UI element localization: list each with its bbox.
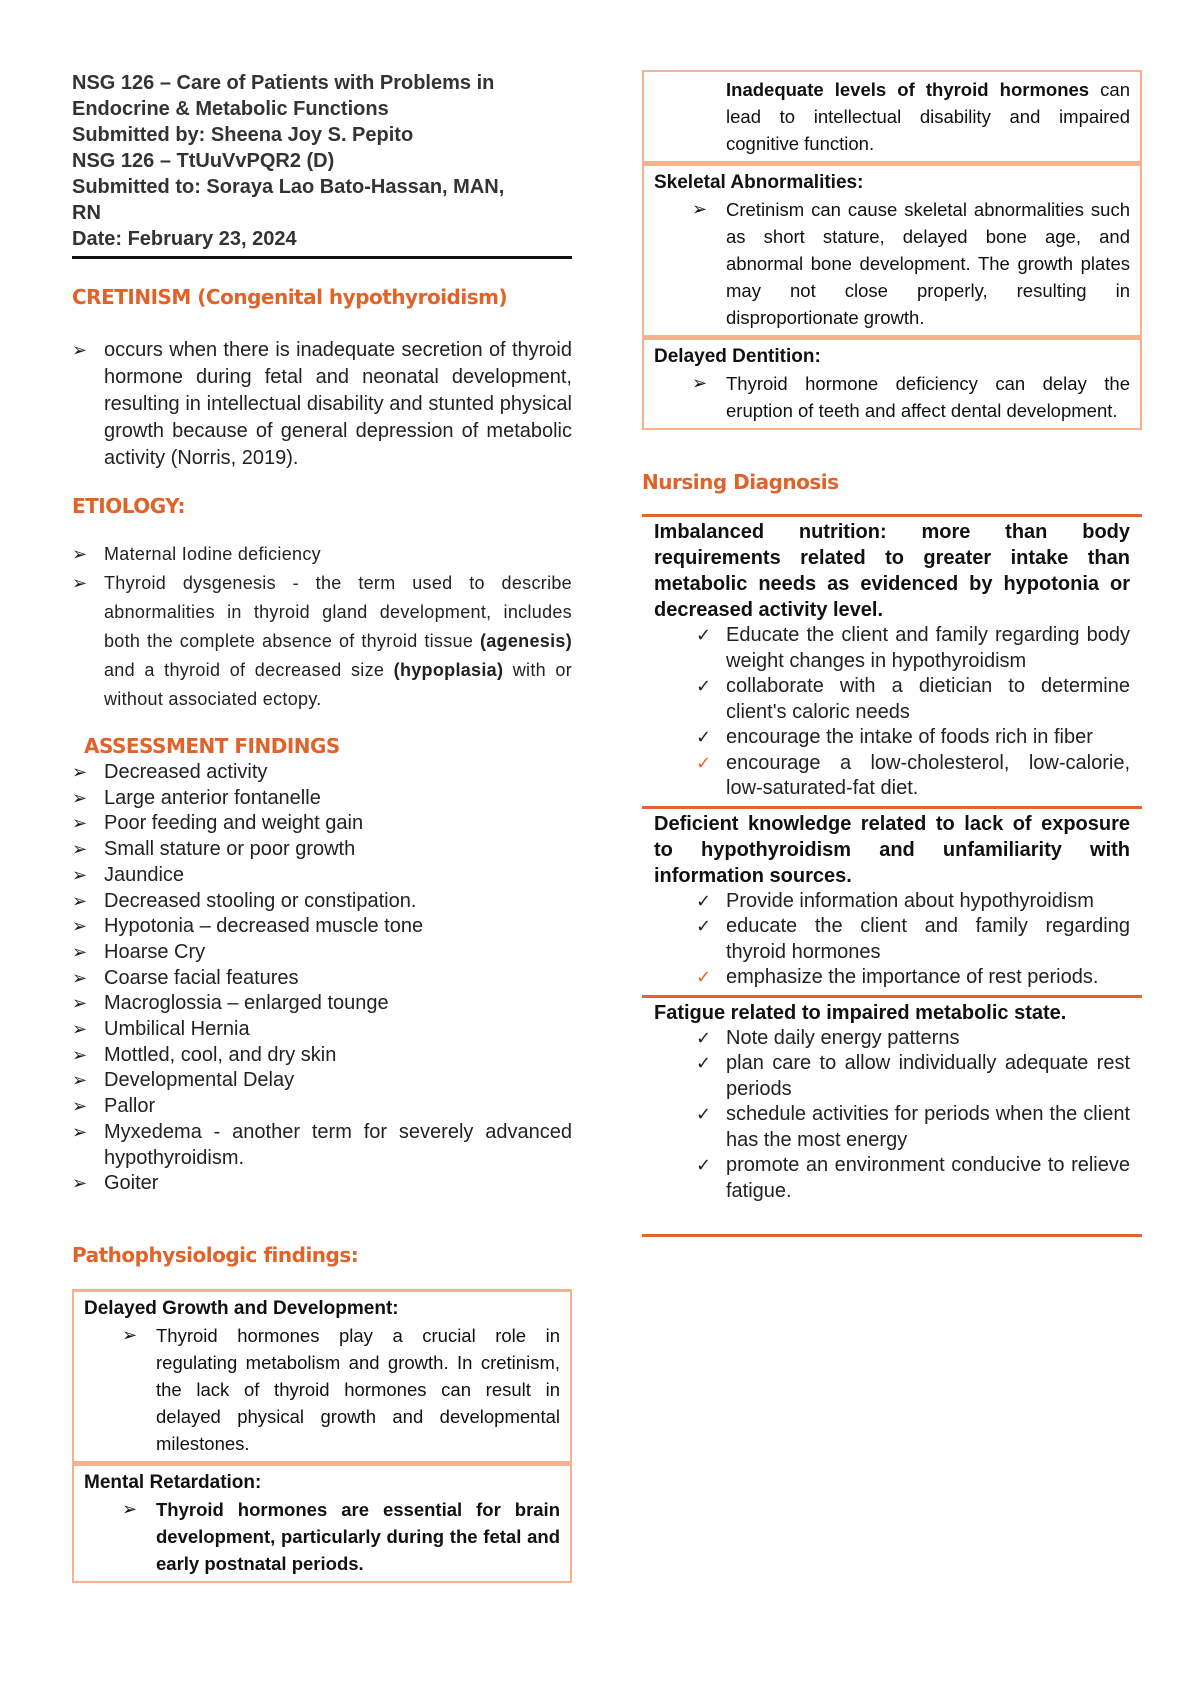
assessment-item: ➢ Small stature or poor growth bbox=[72, 837, 572, 863]
submitted-to: Submitted to: Soraya Lao Bato-Hassan, MAN, bbox=[72, 176, 505, 198]
assessment-list bbox=[72, 760, 572, 1197]
section-code: NSG 126 – TtUuVvPQR2 (D) bbox=[72, 150, 335, 172]
checkmark-icon: ✓ bbox=[696, 890, 712, 911]
arrow-bullet-icon: ➢ bbox=[72, 1019, 88, 1040]
dx-title: Fatigue related to impaired metabolic state. bbox=[654, 1001, 1067, 1024]
checkmark-icon: ✓ bbox=[696, 1155, 712, 1175]
mental-box bbox=[72, 1463, 572, 1583]
cretinism-definition-list bbox=[72, 337, 572, 472]
checkmark-icon: ✓ bbox=[696, 752, 712, 773]
arrow-bullet-icon: ➢ bbox=[72, 1096, 88, 1117]
arrow-bullet-icon: ➢ bbox=[692, 199, 708, 219]
list-item: ➢ Cretinism can cause skeletal abnormalities such as short stature, delayed bone age, and abnormal bone development. The growth plates may not close properly, resulting in disproportionate growth. bbox=[654, 196, 1130, 331]
intervention-item: ✓ plan care to allow individually adequate rest periods bbox=[696, 1052, 1130, 1100]
dx-title: Imbalanced nutrition: more than body requirements related to greater intake than metabolic needs as evidenced by hypotonia or decreased activity level. bbox=[654, 521, 1130, 621]
intervention-item: ✓ promote an environment conducive to relieve fatigue. bbox=[696, 1154, 1130, 1202]
right-column bbox=[642, 70, 1142, 1237]
arrow-bullet-icon: ➢ bbox=[72, 967, 88, 988]
list-item: ➢ Thyroid hormones play a crucial role in regulating metabolism and growth. In cretinism, the lack of thyroid hormones can result in delayed physical growth and developmental milestones. bbox=[84, 1322, 560, 1457]
list-item: ➢ Thyroid dysgenesis - the term used to describe abnormalities in thyroid gland development, includes both the complete absence of thyroid tissue (agenesis) and a thyroid of decreased size (hypoplasia) with or without associated ectopy. bbox=[72, 569, 572, 714]
arrow-bullet-icon: ➢ bbox=[72, 839, 88, 860]
checkmark-icon: ✓ bbox=[696, 676, 712, 696]
patho-boxes-cont bbox=[642, 70, 1142, 430]
intervention-item: ✓ schedule activities for periods when the client has the most energy bbox=[696, 1103, 1130, 1151]
arrow-bullet-icon: ➢ bbox=[72, 544, 88, 564]
document-header bbox=[72, 70, 572, 259]
date: Date: February 23, 2024 bbox=[72, 228, 297, 250]
dx-fatigue bbox=[642, 995, 1142, 1209]
list-item: ➢ Maternal Iodine deficiency bbox=[72, 540, 572, 569]
arrow-bullet-icon: ➢ bbox=[72, 573, 88, 593]
mental-title: Mental Retardation: bbox=[84, 1471, 262, 1493]
nursing-diagnoses bbox=[642, 514, 1142, 1237]
arrow-bullet-icon: ➢ bbox=[72, 941, 88, 962]
assessment-item: ➢ Coarse facial features bbox=[72, 966, 572, 992]
dentition-title: Delayed Dentition: bbox=[654, 346, 821, 367]
intervention-item: ✓ emphasize the importance of rest periods. bbox=[654, 965, 1130, 991]
skeletal-title: Skeletal Abnormalities: bbox=[654, 172, 864, 193]
course-title-line1: NSG 126 – Care of Patients with Problems in bbox=[72, 72, 495, 94]
intervention-item: ✓ encourage a low-cholesterol, low-calorie, low-saturated-fat diet. bbox=[696, 751, 1130, 799]
intervention-item: ✓ Note daily energy patterns bbox=[654, 1026, 1130, 1052]
etiology-heading: ETIOLOGY: bbox=[72, 494, 185, 518]
intervention-list bbox=[654, 623, 1130, 802]
assessment-item: ➢ Macroglossia – enlarged tounge bbox=[72, 991, 572, 1017]
header-divider bbox=[72, 256, 572, 259]
assessment-item: ➢ Goiter bbox=[72, 1171, 572, 1197]
arrow-bullet-icon: ➢ bbox=[72, 864, 88, 885]
dx-title: Deficient knowledge related to lack of exposure to hypothyroidism and unfamiliarity with information sources. bbox=[654, 812, 1130, 887]
intervention-item: ✓ encourage the intake of foods rich in fiber bbox=[654, 725, 1130, 751]
intervention-item: ✓ Provide information about hypothyroidism bbox=[654, 889, 1130, 915]
list-item: ➢ occurs when there is inadequate secretion of thyroid hormone during fetal and neonatal development, resulting in intellectual disability and stunted physical growth because of general depression of metabolic activity (Norris, 2019). bbox=[72, 339, 572, 469]
submitted-by: Submitted by: Sheena Joy S. Pepito bbox=[72, 124, 414, 146]
checkmark-icon: ✓ bbox=[696, 1053, 712, 1073]
arrow-bullet-icon: ➢ bbox=[72, 890, 88, 911]
arrow-bullet-icon: ➢ bbox=[72, 993, 88, 1014]
assessment-item: ➢ Mottled, cool, and dry skin bbox=[72, 1043, 572, 1069]
intervention-list bbox=[654, 1026, 1130, 1205]
assessment-item: ➢ Umbilical Hernia bbox=[72, 1017, 572, 1043]
dx-knowledge bbox=[642, 806, 1142, 995]
arrow-bullet-icon: ➢ bbox=[72, 813, 88, 834]
assessment-item: ➢ Pallor bbox=[72, 1094, 572, 1120]
arrow-bullet-icon: ➢ bbox=[72, 1044, 88, 1065]
assessment-item: ➢ Decreased activity bbox=[72, 760, 572, 786]
cretinism-heading: CRETINISM (Congenital hypothyroidism) bbox=[72, 285, 508, 309]
arrow-bullet-icon: ➢ bbox=[72, 1173, 88, 1194]
growth-box bbox=[72, 1289, 572, 1463]
checkmark-icon: ✓ bbox=[696, 625, 712, 645]
checkmark-icon: ✓ bbox=[696, 1027, 712, 1048]
growth-title: Delayed Growth and Development: bbox=[84, 1297, 399, 1319]
arrow-bullet-icon: ➢ bbox=[72, 787, 88, 808]
checkmark-icon: ✓ bbox=[696, 967, 712, 987]
list-item: Inadequate levels of thyroid hormones can lead to intellectual disability and impaired cognitive function. bbox=[726, 79, 1131, 154]
arrow-bullet-icon: ➢ bbox=[72, 916, 88, 937]
patho-boxes bbox=[72, 1289, 572, 1583]
arrow-bullet-icon: ➢ bbox=[122, 1324, 138, 1345]
arrow-bullet-icon: ➢ bbox=[72, 1070, 88, 1091]
arrow-bullet-icon: ➢ bbox=[122, 1498, 138, 1519]
nursing-heading: Nursing Diagnosis bbox=[642, 470, 839, 494]
assessment-heading: ASSESSMENT FINDINGS bbox=[84, 734, 340, 758]
assessment-item: ➢ Developmental Delay bbox=[72, 1068, 572, 1094]
intervention-item: ✓ educate the client and family regarding thyroid hormones bbox=[696, 915, 1130, 963]
assessment-item: ➢ Myxedema - another term for severely advanced hypothyroidism. bbox=[72, 1120, 572, 1169]
skeletal-box bbox=[642, 163, 1142, 337]
intervention-item: ✓ collaborate with a dietician to determine client's caloric needs bbox=[696, 675, 1130, 723]
assessment-item: ➢ Hoarse Cry bbox=[72, 940, 572, 966]
nursing-end-divider bbox=[642, 1234, 1142, 1237]
assessment-item: ➢ Decreased stooling or constipation. bbox=[72, 889, 572, 915]
course-title-line2: Endocrine & Metabolic Functions bbox=[72, 98, 389, 120]
arrow-bullet-icon: ➢ bbox=[692, 373, 708, 393]
checkmark-icon: ✓ bbox=[696, 727, 712, 747]
patho-heading: Pathophysiologic findings: bbox=[72, 1242, 359, 1267]
arrow-bullet-icon: ➢ bbox=[72, 340, 88, 360]
etiology-list bbox=[72, 540, 572, 714]
assessment-item: ➢ Poor feeding and weight gain bbox=[72, 811, 572, 837]
intervention-item: ✓ Educate the client and family regarding body weight changes in hypothyroidism bbox=[696, 624, 1130, 672]
list-item: ➢ Thyroid hormones are essential for brain development, particularly during the fetal and early postnatal periods. bbox=[84, 1496, 560, 1577]
arrow-bullet-icon: ➢ bbox=[72, 762, 88, 782]
dentition-box bbox=[642, 337, 1142, 430]
left-column bbox=[72, 70, 572, 1583]
list-item: ➢ Thyroid hormone deficiency can delay the eruption of teeth and affect dental development. bbox=[654, 370, 1130, 424]
submitted-to-cont: RN bbox=[72, 202, 101, 224]
checkmark-icon: ✓ bbox=[696, 916, 712, 936]
assessment-item: ➢ Large anterior fontanelle bbox=[72, 786, 572, 812]
assessment-item: ➢ Jaundice bbox=[72, 863, 572, 889]
mental-box-cont bbox=[642, 70, 1142, 163]
dx-nutrition bbox=[642, 514, 1142, 806]
assessment-item: ➢ Hypotonia – decreased muscle tone bbox=[72, 914, 572, 940]
arrow-bullet-icon: ➢ bbox=[72, 1121, 88, 1142]
checkmark-icon: ✓ bbox=[696, 1104, 712, 1124]
intervention-list bbox=[654, 889, 1130, 991]
